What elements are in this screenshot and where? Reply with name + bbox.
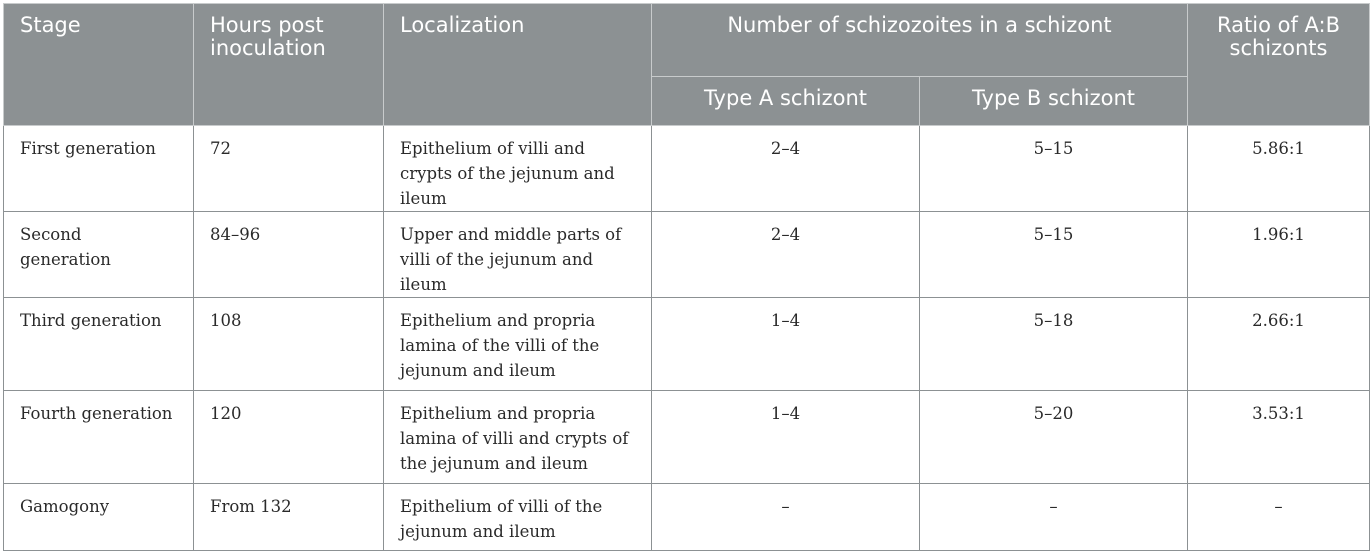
cell-type-a: – — [652, 484, 920, 551]
header-type-b: Type B schizont — [920, 77, 1188, 126]
cell-stage: Fourth generation — [4, 391, 194, 484]
cell-localization: Epithelium of villi of the jejunum and ileum — [384, 484, 652, 551]
cell-ratio: 1.96:1 — [1188, 212, 1370, 298]
table-body — [4, 126, 1370, 551]
header-stage: Stage — [4, 4, 194, 126]
cell-type-b: 5–15 — [920, 126, 1188, 212]
table-row — [4, 298, 1370, 391]
cell-localization: Epithelium and propria lamina of the villi of the jejunum and ileum — [384, 298, 652, 391]
cell-hours: 72 — [194, 126, 384, 212]
cell-ratio: – — [1188, 484, 1370, 551]
cell-type-b: 5–18 — [920, 298, 1188, 391]
cell-type-a: 2–4 — [652, 212, 920, 298]
table-header — [4, 4, 1370, 126]
cell-hours: 84–96 — [194, 212, 384, 298]
cell-hours: 120 — [194, 391, 384, 484]
cell-stage: Third generation — [4, 298, 194, 391]
cell-hours: From 132 — [194, 484, 384, 551]
cell-type-a: 1–4 — [652, 391, 920, 484]
table-row — [4, 484, 1370, 551]
cell-ratio: 2.66:1 — [1188, 298, 1370, 391]
table-row — [4, 391, 1370, 484]
schizont-stages-table — [3, 3, 1370, 551]
header-row — [4, 4, 1370, 77]
cell-stage: Gamogony — [4, 484, 194, 551]
header-ratio: Ratio of A:B schizonts — [1188, 4, 1370, 126]
cell-ratio: 5.86:1 — [1188, 126, 1370, 212]
header-schizozoites-group: Number of schizozoites in a schizont — [652, 4, 1188, 77]
cell-stage: First generation — [4, 126, 194, 212]
cell-type-b: – — [920, 484, 1188, 551]
cell-type-a: 1–4 — [652, 298, 920, 391]
table-row — [4, 126, 1370, 212]
header-hours: Hours post inoculation — [194, 4, 384, 126]
cell-hours: 108 — [194, 298, 384, 391]
header-localization: Localization — [384, 4, 652, 126]
cell-type-b: 5–15 — [920, 212, 1188, 298]
cell-stage: Second generation — [4, 212, 194, 298]
cell-type-b: 5–20 — [920, 391, 1188, 484]
cell-ratio: 3.53:1 — [1188, 391, 1370, 484]
cell-type-a: 2–4 — [652, 126, 920, 212]
cell-localization: Epithelium of villi and crypts of the jejunum and ileum — [384, 126, 652, 212]
cell-localization: Epithelium and propria lamina of villi and crypts of the jejunum and ileum — [384, 391, 652, 484]
header-type-a: Type A schizont — [652, 77, 920, 126]
table-row — [4, 212, 1370, 298]
cell-localization: Upper and middle parts of villi of the jejunum and ileum — [384, 212, 652, 298]
